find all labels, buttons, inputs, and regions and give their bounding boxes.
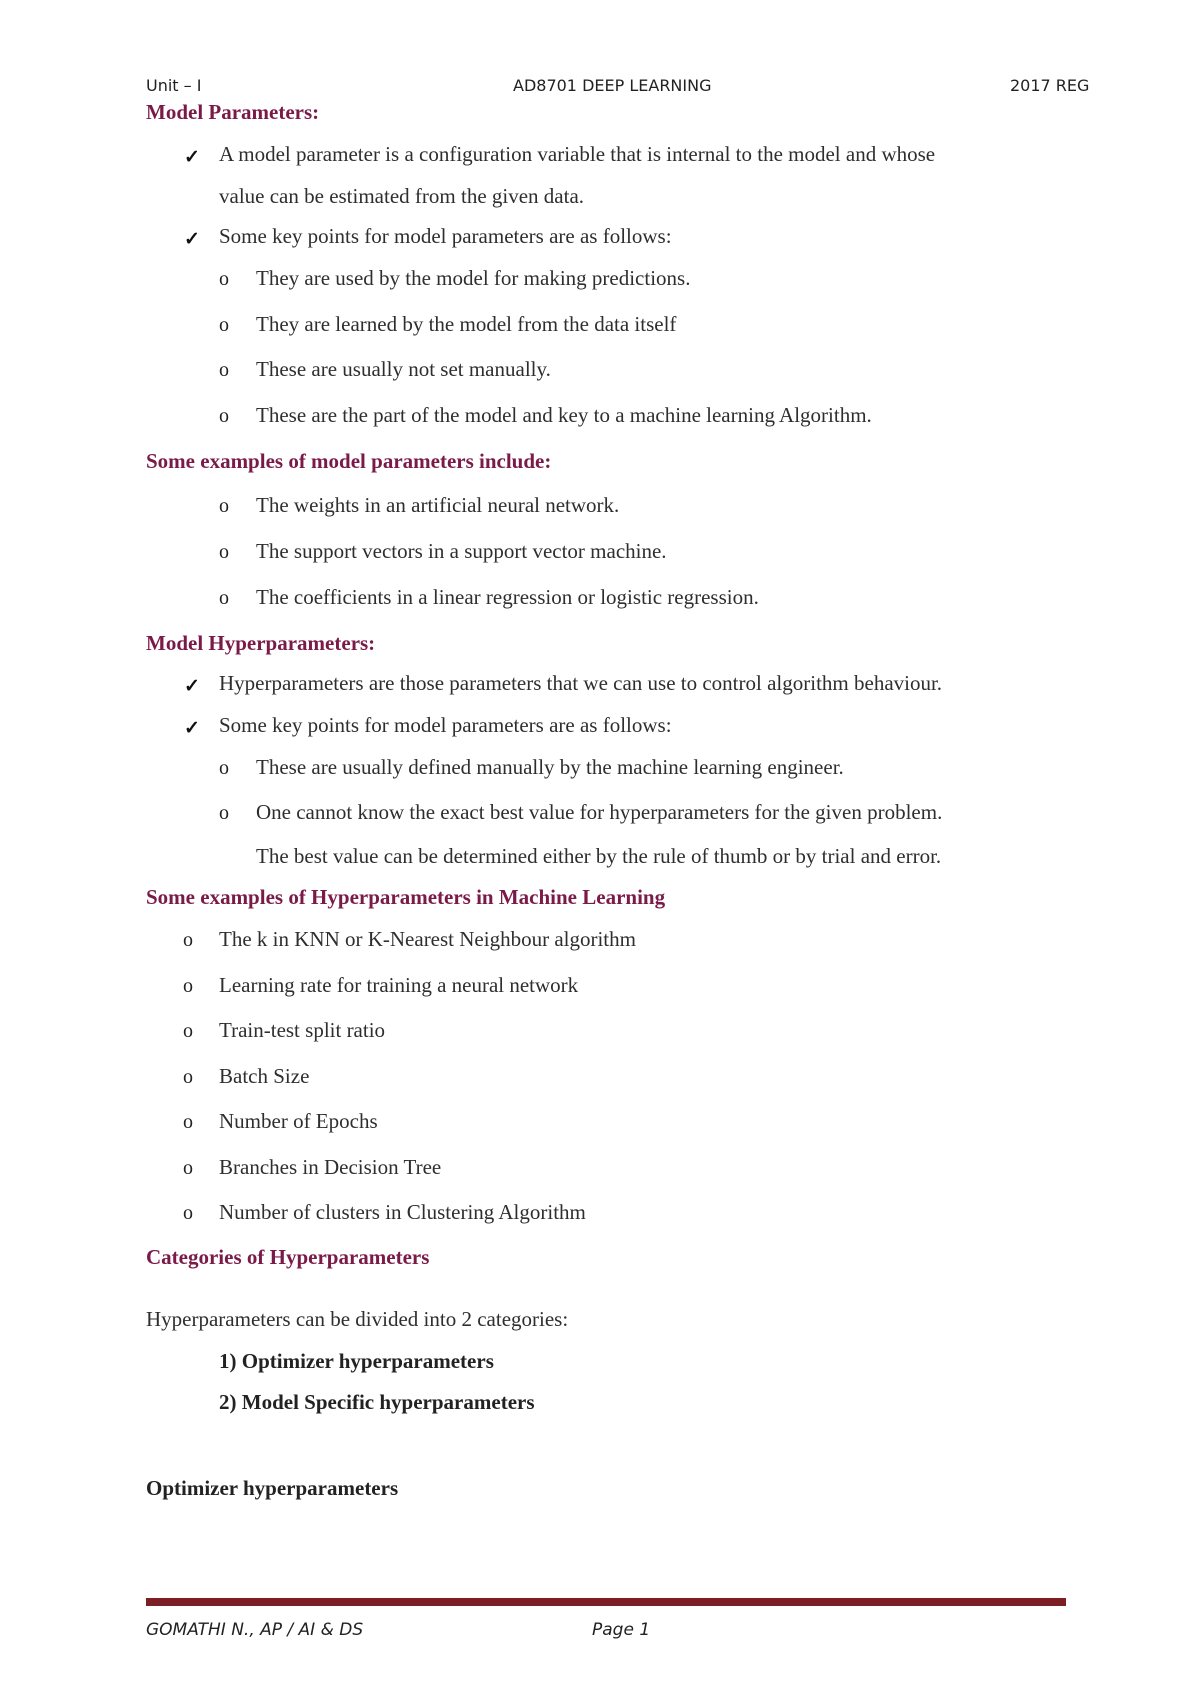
list-item: The support vectors in a support vector machine.: [256, 539, 667, 563]
text-line: A model parameter is a configuration variable that is internal to the model and whose: [219, 142, 936, 166]
circle-bullet-icon: o: [219, 268, 229, 290]
circle-bullet-icon: o: [219, 495, 229, 517]
text-line: Hyperparameters can be divided into 2 categories:: [146, 1307, 569, 1331]
list-item: Number of clusters in Clustering Algorithm: [219, 1200, 586, 1224]
category-item: 2) Model Specific hyperparameters: [219, 1390, 535, 1414]
heading-model-hyperparameters: Model Hyperparameters:: [146, 631, 376, 655]
list-item: The k in KNN or K-Nearest Neighbour algorithm: [219, 927, 636, 951]
check-icon: ✓: [184, 676, 200, 697]
list-item: These are usually defined manually by the machine learning engineer.: [256, 755, 844, 779]
header-unit: Unit – I: [146, 76, 202, 95]
circle-bullet-icon: o: [183, 1111, 193, 1133]
circle-bullet-icon: o: [183, 1020, 193, 1042]
circle-bullet-icon: o: [219, 802, 229, 824]
circle-bullet-icon: o: [219, 405, 229, 427]
heading-hyper-examples: Some examples of Hyperparameters in Machine Learning: [146, 885, 666, 909]
circle-bullet-icon: o: [183, 975, 193, 997]
list-item: They are used by the model for making predictions.: [256, 266, 691, 290]
circle-bullet-icon: o: [183, 1066, 193, 1088]
list-item: They are learned by the model from the data itself: [256, 312, 677, 336]
heading-optimizer-hyperparameters: Optimizer hyperparameters: [146, 1476, 399, 1500]
text-line: Some key points for model parameters are as follows:: [219, 713, 672, 737]
check-icon: ✓: [184, 147, 200, 168]
header-reg: 2017 REG: [1010, 76, 1090, 95]
list-item: Batch Size: [219, 1064, 310, 1088]
footer-author: GOMATHI N., AP / AI & DS: [146, 1620, 364, 1640]
list-item: Number of Epochs: [219, 1109, 378, 1133]
list-item: These are usually not set manually.: [256, 357, 551, 381]
circle-bullet-icon: o: [183, 1202, 193, 1224]
text-line: Hyperparameters are those parameters that we can use to control algorithm behaviour.: [219, 671, 943, 695]
list-item: The weights in an artificial neural network.: [256, 493, 620, 517]
list-item: Train-test split ratio: [219, 1018, 386, 1042]
check-icon: ✓: [184, 229, 200, 250]
circle-bullet-icon: o: [183, 1157, 193, 1179]
text-line: The best value can be determined either by the rule of thumb or by trial and error.: [256, 844, 942, 868]
circle-bullet-icon: o: [219, 757, 229, 779]
list-item: Learning rate for training a neural network: [219, 973, 579, 997]
footer-page-number: Page 1: [592, 1620, 651, 1640]
circle-bullet-icon: o: [219, 541, 229, 563]
list-item: One cannot know the exact best value for hyperparameters for the given problem.: [256, 800, 943, 824]
circle-bullet-icon: o: [219, 314, 229, 336]
circle-bullet-icon: o: [219, 587, 229, 609]
list-item: These are the part of the model and key to a machine learning Algorithm.: [256, 403, 872, 427]
circle-bullet-icon: o: [219, 359, 229, 381]
check-icon: ✓: [184, 718, 200, 739]
list-item: Branches in Decision Tree: [219, 1155, 442, 1179]
heading-model-parameters: Model Parameters:: [146, 100, 320, 124]
circle-bullet-icon: o: [183, 929, 193, 951]
header-course: AD8701 DEEP LEARNING: [513, 76, 712, 95]
list-item: The coefficients in a linear regression or logistic regression.: [256, 585, 759, 609]
text-line: Some key points for model parameters are as follows:: [219, 224, 672, 248]
footer-rule: [146, 1598, 1066, 1606]
text-line: value can be estimated from the given data.: [219, 184, 585, 208]
category-item: 1) Optimizer hyperparameters: [219, 1349, 494, 1373]
heading-categories: Categories of Hyperparameters: [146, 1245, 430, 1269]
heading-param-examples: Some examples of model parameters include:: [146, 449, 552, 473]
